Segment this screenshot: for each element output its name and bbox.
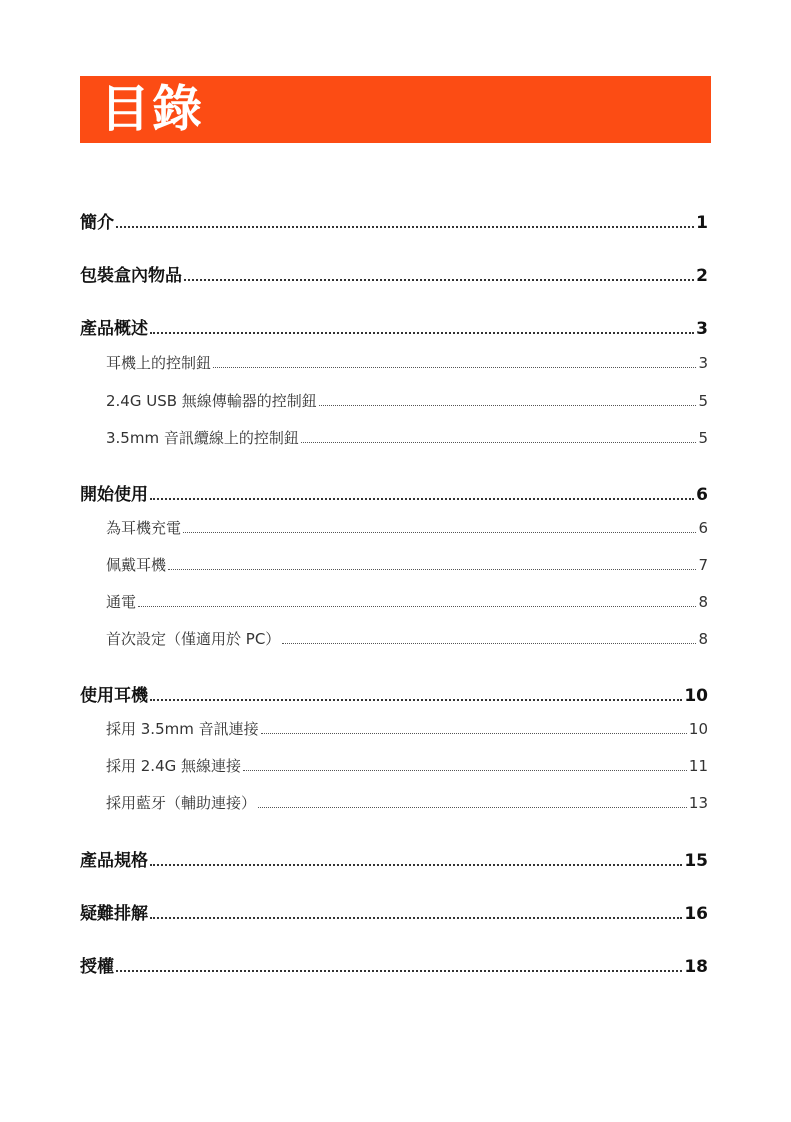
toc-subentry-label: 通電 — [106, 593, 137, 611]
toc-entry-page: 16 — [684, 904, 708, 924]
dot-leader — [243, 755, 687, 776]
dot-leader — [213, 352, 696, 373]
toc-entry-page: 2 — [696, 266, 708, 286]
toc-subentry-page: 5 — [698, 429, 708, 447]
dot-leader — [301, 427, 697, 448]
dot-leader — [282, 628, 696, 649]
toc-entry-intro[interactable] — [80, 208, 708, 233]
toc-subentry-label: 2.4G USB 無線傳輸器的控制鈕 — [106, 392, 317, 410]
toc-entry-label: 包裝盒內物品 — [80, 266, 182, 286]
toc-entry-label: 簡介 — [80, 213, 114, 233]
toc-entry-label: 疑難排解 — [80, 904, 148, 924]
toc-subentry-page: 5 — [698, 392, 708, 410]
toc-subentry-label: 首次設定（僅適用於 PC） — [106, 630, 281, 648]
toc-subentry-page: 13 — [688, 794, 708, 812]
toc-entry-box-contents[interactable] — [80, 261, 708, 286]
dot-leader — [183, 517, 696, 538]
dot-leader — [150, 314, 694, 339]
toc-entry-label: 產品規格 — [80, 851, 148, 871]
toc-entry-label: 授權 — [80, 957, 114, 977]
toc-subentry-page: 10 — [688, 720, 708, 738]
toc-subentry[interactable] — [106, 755, 708, 776]
toc-subentry-label: 為耳機充電 — [106, 519, 182, 537]
toc-subentry-label: 佩戴耳機 — [106, 556, 167, 574]
toc-entry-license[interactable] — [80, 952, 708, 977]
toc-entry-troubleshooting[interactable] — [80, 899, 708, 924]
dot-leader — [261, 718, 687, 739]
toc-subentry-label: 耳機上的控制鈕 — [106, 354, 212, 372]
toc-entry-label: 開始使用 — [80, 485, 148, 505]
toc-subentry[interactable] — [106, 792, 708, 813]
dot-leader — [150, 899, 682, 924]
dot-leader — [116, 208, 694, 233]
toc-entry-specifications[interactable] — [80, 846, 708, 871]
toc-subentry[interactable] — [106, 591, 708, 612]
toc-subentry[interactable] — [106, 427, 708, 448]
toc-entry-using-headset[interactable] — [80, 681, 708, 706]
page-title: 目錄 — [100, 80, 204, 138]
dot-leader — [150, 480, 694, 505]
toc-entry-page: 18 — [684, 957, 708, 977]
dot-leader — [150, 846, 682, 871]
toc-subentry[interactable] — [106, 352, 708, 373]
dot-leader — [319, 390, 697, 411]
toc-subentry[interactable] — [106, 517, 708, 538]
dot-leader — [168, 554, 696, 575]
toc-entry-page: 1 — [696, 213, 708, 233]
dot-leader — [150, 681, 682, 706]
title-bar — [80, 76, 711, 143]
toc-entry-overview[interactable] — [80, 314, 708, 339]
toc-subentry-label: 採用 3.5mm 音訊連接 — [106, 720, 259, 738]
toc-subentry-page: 8 — [698, 593, 708, 611]
toc-subentry-page: 8 — [698, 630, 708, 648]
toc-subentry[interactable] — [106, 390, 708, 411]
dot-leader — [258, 792, 687, 813]
toc-subentry-page: 6 — [698, 519, 708, 537]
toc-subentry-label: 採用藍牙（輔助連接） — [106, 794, 257, 812]
toc-subentry-label: 採用 2.4G 無線連接 — [106, 757, 242, 775]
toc-subentry[interactable] — [106, 554, 708, 575]
dot-leader — [138, 591, 696, 612]
toc-entry-page: 10 — [684, 686, 708, 706]
toc-entry-getting-started[interactable] — [80, 480, 708, 505]
toc-subentry[interactable] — [106, 628, 708, 649]
toc-entry-page: 15 — [684, 851, 708, 871]
dot-leader — [116, 952, 682, 977]
toc-subentry[interactable] — [106, 718, 708, 739]
toc-entry-page: 3 — [696, 319, 708, 339]
toc-entry-label: 使用耳機 — [80, 686, 148, 706]
toc-entry-label: 產品概述 — [80, 319, 148, 339]
toc-subentry-page: 11 — [688, 757, 708, 775]
toc-entry-page: 6 — [696, 485, 708, 505]
toc-subentry-page: 7 — [698, 556, 708, 574]
toc-subentry-page: 3 — [698, 354, 708, 372]
dot-leader — [184, 261, 694, 286]
toc-subentry-label: 3.5mm 音訊纜線上的控制鈕 — [106, 429, 299, 447]
